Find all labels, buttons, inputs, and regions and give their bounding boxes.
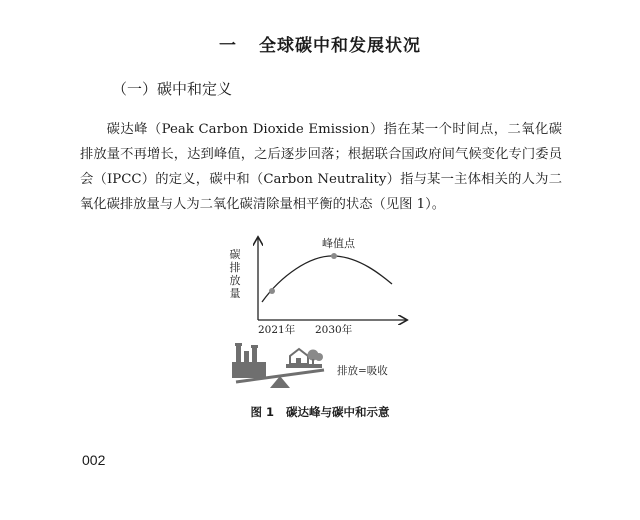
figure-caption <box>0 404 640 420</box>
point-2021 <box>269 288 275 294</box>
balance-scale-icon <box>232 343 324 388</box>
chapter-number: 一 <box>219 36 237 56</box>
figure-1 <box>220 232 420 392</box>
figure-number: 图 1 <box>250 405 274 419</box>
chapter-title <box>0 31 640 56</box>
peak-point <box>331 253 337 259</box>
x-tick-2021: 2021年 <box>258 324 296 336</box>
x-tick-2030: 2030年 <box>315 324 353 336</box>
factory-icon <box>232 343 266 378</box>
peak-label: 峰值点 <box>322 237 355 250</box>
figure-caption-text: 碳达峰与碳中和示意 <box>286 405 390 419</box>
body-paragraph: 碳达峰（Peak Carbon Dioxide Emission）指在某一个时间点，二氧化碳排放量不再增长，达到峰值，之后逐步回落；根据联合国政府间气候变化专门委员会（IPCC）的定义，碳中和（Carbon Neutrality）指与某一主体相关的人为二氧化碳排放量与人为二氧化碳清除量相平衡的状态（见图 1）。 <box>80 122 562 212</box>
emission-curve <box>262 256 392 302</box>
page-number: 002 <box>82 452 106 468</box>
balance-label: 排放=吸收 <box>337 365 388 377</box>
house-trees-icon <box>286 349 323 368</box>
y-axis-label: 碳排放量 <box>229 248 241 300</box>
chapter-title-text: 全球碳中和发展状况 <box>259 36 421 56</box>
figure-graphic <box>220 232 420 392</box>
section-title: （一）碳中和定义 <box>112 80 233 98</box>
